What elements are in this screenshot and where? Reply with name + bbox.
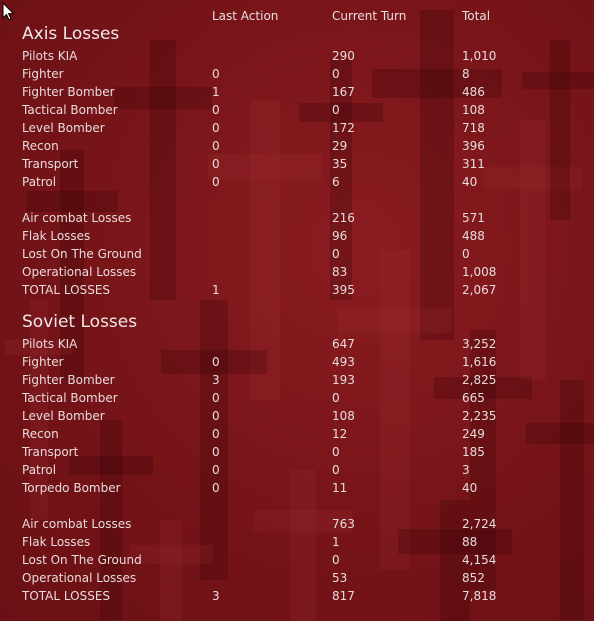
- table-row: [0, 551, 594, 569]
- total-value: 718: [462, 121, 485, 135]
- current-turn-value: 167: [332, 85, 355, 99]
- table-row: [0, 65, 594, 83]
- table-row: [0, 353, 594, 371]
- current-turn-value: 763: [332, 517, 355, 531]
- table-row: [0, 479, 594, 497]
- mouse-pointer-icon: [2, 2, 16, 22]
- table-row: [0, 407, 594, 425]
- total-value: 7,818: [462, 589, 497, 603]
- table-row: [0, 371, 594, 389]
- table-row: [0, 425, 594, 443]
- row-label: Tactical Bomber: [22, 391, 118, 405]
- table-row: [0, 137, 594, 155]
- row-label: Air combat Losses: [22, 517, 132, 531]
- total-value: 40: [462, 481, 478, 495]
- current-turn-value: 0: [332, 463, 340, 477]
- total-value: 852: [462, 571, 485, 585]
- table-row: [0, 101, 594, 119]
- total-value: 2,235: [462, 409, 497, 423]
- table-row: [0, 155, 594, 173]
- total-value: 185: [462, 445, 485, 459]
- row-label: Fighter Bomber: [22, 85, 115, 99]
- table-row: [0, 515, 594, 533]
- last-action-value: 0: [212, 409, 220, 423]
- last-action-value: 1: [212, 283, 220, 297]
- last-action-value: 0: [212, 67, 220, 81]
- current-turn-value: 6: [332, 175, 340, 189]
- last-action-value: 0: [212, 175, 220, 189]
- row-label: Operational Losses: [22, 571, 137, 585]
- table-row: [0, 533, 594, 551]
- table-row: [0, 263, 594, 281]
- table-row: [0, 443, 594, 461]
- row-label: Level Bomber: [22, 121, 105, 135]
- last-action-value: 0: [212, 481, 220, 495]
- table-row: [0, 83, 594, 101]
- last-action-value: 0: [212, 355, 220, 369]
- axis-losses-title: Axis Losses: [22, 24, 120, 44]
- table-row: [0, 119, 594, 137]
- last-action-value: 0: [212, 445, 220, 459]
- header-total: Total: [462, 9, 491, 23]
- last-action-value: 3: [212, 589, 220, 603]
- row-label: Fighter: [22, 67, 64, 81]
- last-action-value: 0: [212, 103, 220, 117]
- row-label: Torpedo Bomber: [22, 481, 121, 495]
- current-turn-value: 216: [332, 211, 355, 225]
- table-row: [0, 569, 594, 587]
- table-row: [0, 47, 594, 65]
- header-current-turn: Current Turn: [332, 9, 407, 23]
- total-value: 2,067: [462, 283, 497, 297]
- row-label: Pilots KIA: [22, 49, 78, 63]
- table-row: [0, 335, 594, 353]
- row-label: Patrol: [22, 463, 57, 477]
- current-turn-value: 1: [332, 535, 340, 549]
- total-value: 571: [462, 211, 485, 225]
- current-turn-value: 290: [332, 49, 355, 63]
- row-label: Lost On The Ground: [22, 553, 142, 567]
- last-action-value: 3: [212, 373, 220, 387]
- current-turn-value: 0: [332, 67, 340, 81]
- current-turn-value: 96: [332, 229, 348, 243]
- row-label: Tactical Bomber: [22, 103, 118, 117]
- total-value: 486: [462, 85, 485, 99]
- table-row: [0, 227, 594, 245]
- total-value: 108: [462, 103, 485, 117]
- total-value: 1,008: [462, 265, 497, 279]
- current-turn-value: 35: [332, 157, 348, 171]
- table-row: [0, 587, 594, 605]
- row-label: Pilots KIA: [22, 337, 78, 351]
- current-turn-value: 817: [332, 589, 355, 603]
- total-value: 8: [462, 67, 470, 81]
- total-value: 3: [462, 463, 470, 477]
- row-label: Transport: [22, 445, 79, 459]
- current-turn-value: 647: [332, 337, 355, 351]
- current-turn-value: 108: [332, 409, 355, 423]
- current-turn-value: 0: [332, 103, 340, 117]
- current-turn-value: 11: [332, 481, 348, 495]
- current-turn-value: 0: [332, 553, 340, 567]
- total-value: 311: [462, 157, 485, 171]
- current-turn-value: 53: [332, 571, 348, 585]
- last-action-value: 0: [212, 121, 220, 135]
- current-turn-value: 83: [332, 265, 348, 279]
- header-last-action: Last Action: [212, 9, 279, 23]
- total-value: 3,252: [462, 337, 497, 351]
- table-row: [0, 461, 594, 479]
- last-action-value: 1: [212, 85, 220, 99]
- total-value: 2,825: [462, 373, 497, 387]
- table-row: [0, 209, 594, 227]
- current-turn-value: 0: [332, 247, 340, 261]
- total-value: 249: [462, 427, 485, 441]
- current-turn-value: 12: [332, 427, 348, 441]
- soviet-losses-title: Soviet Losses: [22, 312, 138, 332]
- row-label: Lost On The Ground: [22, 247, 142, 261]
- row-label: Patrol: [22, 175, 57, 189]
- total-value: 88: [462, 535, 478, 549]
- total-value: 1,010: [462, 49, 497, 63]
- row-label: Flak Losses: [22, 229, 91, 243]
- current-turn-value: 193: [332, 373, 355, 387]
- row-label: Operational Losses: [22, 265, 137, 279]
- total-value: 1,616: [462, 355, 497, 369]
- row-label: Transport: [22, 157, 79, 171]
- table-row: [0, 173, 594, 191]
- table-row: [0, 281, 594, 299]
- total-value: 488: [462, 229, 485, 243]
- last-action-value: 0: [212, 427, 220, 441]
- current-turn-value: 29: [332, 139, 348, 153]
- row-label: Recon: [22, 139, 59, 153]
- row-label: Flak Losses: [22, 535, 91, 549]
- row-label: Fighter: [22, 355, 64, 369]
- current-turn-value: 493: [332, 355, 355, 369]
- table-row: [0, 389, 594, 407]
- table-row: [0, 245, 594, 263]
- total-value: 4,154: [462, 553, 497, 567]
- row-label: Fighter Bomber: [22, 373, 115, 387]
- row-label: TOTAL LOSSES: [22, 589, 111, 603]
- row-label: Recon: [22, 427, 59, 441]
- last-action-value: 0: [212, 391, 220, 405]
- current-turn-value: 0: [332, 391, 340, 405]
- total-value: 2,724: [462, 517, 497, 531]
- total-value: 40: [462, 175, 478, 189]
- total-value: 665: [462, 391, 485, 405]
- last-action-value: 0: [212, 139, 220, 153]
- current-turn-value: 172: [332, 121, 355, 135]
- last-action-value: 0: [212, 463, 220, 477]
- row-label: TOTAL LOSSES: [22, 283, 111, 297]
- current-turn-value: 0: [332, 445, 340, 459]
- total-value: 396: [462, 139, 485, 153]
- total-value: 0: [462, 247, 470, 261]
- last-action-value: 0: [212, 157, 220, 171]
- row-label: Level Bomber: [22, 409, 105, 423]
- current-turn-value: 395: [332, 283, 355, 297]
- row-label: Air combat Losses: [22, 211, 132, 225]
